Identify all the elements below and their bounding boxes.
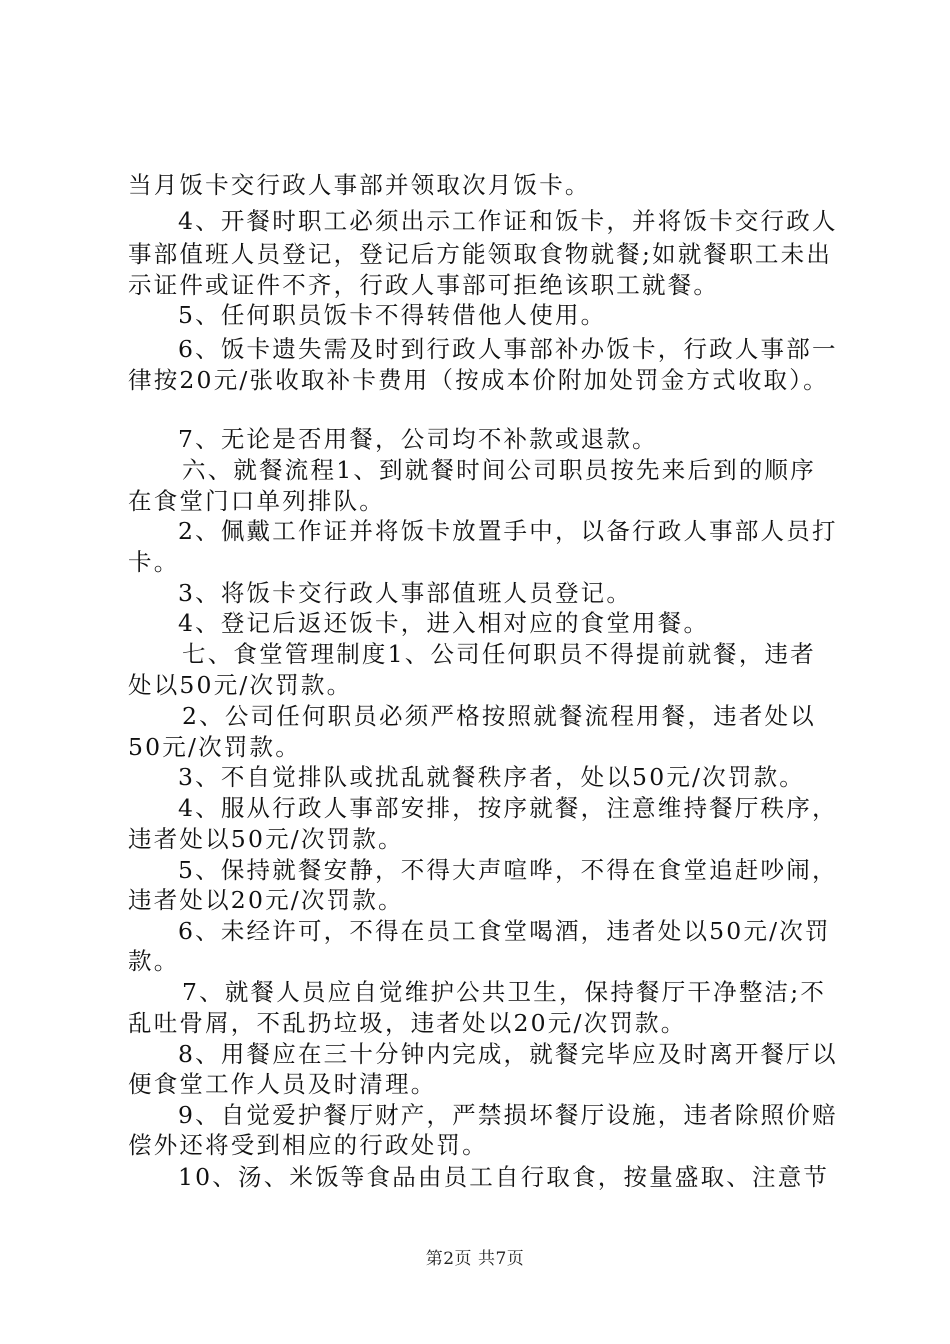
text-line: 50元/次罚款。: [128, 733, 301, 761]
text-line: 在食堂门口单列排队。: [128, 487, 385, 515]
page-number-footer: 第2页 共7页: [425, 1249, 525, 1269]
text-line: 违者处以50元/次罚款。: [128, 825, 404, 853]
text-line: 3、将饭卡交行政人事部值班人员登记。: [178, 579, 633, 607]
text-line: 当月饭卡交行政人事部并领取次月饭卡。: [128, 171, 591, 199]
text-line: 违者处以20元/次罚款。: [128, 886, 404, 914]
section-heading: 六、就餐流程1、到就餐时间公司职员按先来后到的顺序: [182, 456, 816, 484]
text-line: 乱吐骨屑，不乱扔垃圾，违者处以20元/次罚款。: [128, 1009, 687, 1037]
text-line: 6、饭卡遗失需及时到行政人事部补办饭卡，行政人事部一: [178, 335, 838, 363]
text-line: 示证件或证件不齐，行政人事部可拒绝该职工就餐。: [128, 271, 720, 299]
text-line: 2、公司任何职员必须严格按照就餐流程用餐，违者处以: [182, 702, 816, 730]
text-line: 5、保持就餐安静，不得大声喧哗，不得在食堂追赶吵闹，: [178, 856, 838, 884]
text-line: 4、登记后返还饭卡，进入相对应的食堂用餐。: [178, 609, 710, 637]
text-line: 2、佩戴工作证并将饭卡放置手中，以备行政人事部人员打: [178, 517, 838, 545]
text-line: 10、汤、米饭等食品由员工自行取食，按量盛取、注意节: [178, 1163, 830, 1191]
text-line: 7、无论是否用餐，公司均不补款或退款。: [178, 425, 658, 453]
text-line: 5、任何职员饭卡不得转借他人使用。: [178, 301, 607, 329]
text-line: 7、就餐人员应自觉维护公共卫生，保持餐厅干净整洁;不: [182, 978, 827, 1006]
text-line: 事部值班人员登记，登记后方能领取食物就餐;如就餐职工未出: [128, 240, 833, 268]
text-line: 处以50元/次罚款。: [128, 671, 353, 699]
text-line: 6、未经许可，不得在员工食堂喝酒，违者处以50元/次罚: [178, 917, 831, 945]
section-heading: 七、食堂管理制度1、公司任何职员不得提前就餐，违者: [182, 640, 816, 668]
text-line: 偿外还将受到相应的行政处罚。: [128, 1131, 488, 1159]
text-line: 便食堂工作人员及时清理。: [128, 1070, 437, 1098]
text-line: 4、开餐时职工必须出示工作证和饭卡，并将饭卡交行政人: [178, 207, 838, 235]
text-line: 款。: [128, 947, 180, 975]
text-line: 卡。: [128, 548, 180, 576]
text-line: 4、服从行政人事部安排，按序就餐，注意维持餐厅秩序，: [178, 794, 838, 822]
text-line: 9、自觉爱护餐厅财产，严禁损坏餐厅设施，违者除照价赔: [178, 1101, 838, 1129]
text-line: 律按20元/张收取补卡费用（按成本价附加处罚金方式收取）。: [128, 366, 829, 394]
text-line: 3、不自觉排队或扰乱就餐秩序者，处以50元/次罚款。: [178, 763, 805, 791]
text-line: 8、用餐应在三十分钟内完成，就餐完毕应及时离开餐厅以: [178, 1040, 838, 1068]
